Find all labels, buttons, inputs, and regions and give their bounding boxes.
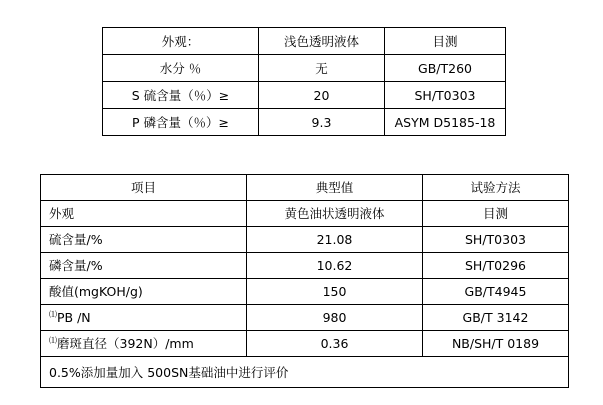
header-test-method: 试验方法	[423, 175, 569, 201]
table-row	[41, 279, 569, 305]
table-row	[103, 109, 506, 136]
cell-method: SH/T0303	[423, 227, 569, 253]
table-row	[41, 305, 569, 331]
footnote-text: 0.5%添加量加入 500SN基础油中进行评价	[41, 357, 569, 388]
cell-value: 无	[259, 55, 385, 82]
table-row	[103, 55, 506, 82]
cell-value: 浅色透明液体	[259, 28, 385, 55]
table-footnote-row	[41, 357, 569, 388]
cell-value: 黄色油状透明液体	[247, 201, 423, 227]
cell-value: 980	[247, 305, 423, 331]
table-header-row	[41, 175, 569, 201]
cell-method: 目测	[423, 201, 569, 227]
table-row	[103, 28, 506, 55]
cell-item-name: S 硫含量（％）≥	[103, 82, 259, 109]
table-row	[41, 227, 569, 253]
cell-item-name: 磷含量/%	[41, 253, 247, 279]
cell-method: 目测	[385, 28, 506, 55]
cell-item-label: PB /N	[57, 310, 91, 325]
cell-value: 20	[259, 82, 385, 109]
cell-item-name: P 磷含量（％）≥	[103, 109, 259, 136]
cell-item-name	[41, 305, 247, 331]
specification-table-top	[102, 27, 506, 136]
cell-item-name: 水分 ％	[103, 55, 259, 82]
cell-method: GB/T 3142	[423, 305, 569, 331]
header-typical-value: 典型值	[247, 175, 423, 201]
table-row	[41, 201, 569, 227]
cell-item-name: 外观：	[103, 28, 259, 55]
cell-item-name: 硫含量/%	[41, 227, 247, 253]
cell-value: 9.3	[259, 109, 385, 136]
table-row	[41, 331, 569, 357]
cell-value: 21.08	[247, 227, 423, 253]
cell-item-name: 外观	[41, 201, 247, 227]
cell-method: GB/T4945	[423, 279, 569, 305]
footnote-marker: ⑴	[49, 309, 57, 319]
cell-method: NB/SH/T 0189	[423, 331, 569, 357]
cell-item-label: 磨斑直径（392N）/mm	[57, 336, 194, 351]
cell-value: 10.62	[247, 253, 423, 279]
cell-value: 150	[247, 279, 423, 305]
cell-method: SH/T0296	[423, 253, 569, 279]
specification-table-bottom	[40, 174, 569, 388]
cell-method: ASYM D5185-18	[385, 109, 506, 136]
cell-item-name: 酸值(mgKOH/g)	[41, 279, 247, 305]
cell-item-name	[41, 331, 247, 357]
header-item: 项目	[41, 175, 247, 201]
table-row	[103, 82, 506, 109]
cell-method: GB/T260	[385, 55, 506, 82]
table-row	[41, 253, 569, 279]
cell-method: SH/T0303	[385, 82, 506, 109]
footnote-marker: ⑴	[49, 335, 57, 345]
cell-value: 0.36	[247, 331, 423, 357]
